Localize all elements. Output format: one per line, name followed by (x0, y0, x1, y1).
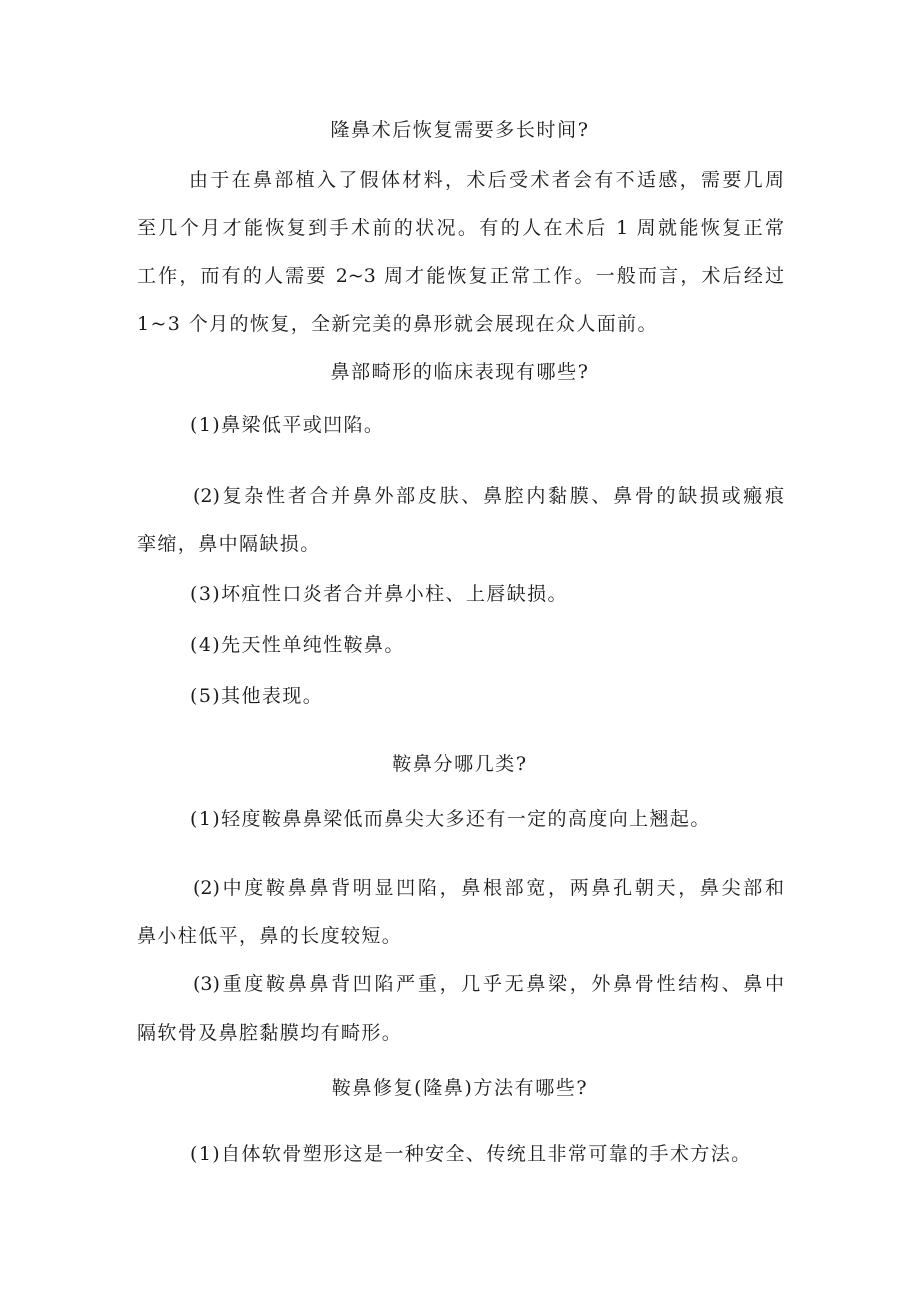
list-item-continuation: 鼻小柱低平，鼻的长度较短。 (137, 925, 403, 947)
list-item: (5)其他表现。 (190, 685, 324, 707)
list-item: (4)先天性单纯性鞍鼻。 (190, 634, 405, 656)
paragraph-line: 至几个月才能恢复到手术前的状况。有的人在术后 1 周就能恢复正常 (137, 217, 784, 239)
list-item: (1)鼻梁低平或凹陷。 (190, 414, 385, 436)
section-heading: 鞍鼻分哪几类? (392, 753, 528, 775)
list-item-continuation: 隔软骨及鼻腔黏膜均有畸形。 (137, 1022, 403, 1044)
paragraph-line: 由于在鼻部植入了假体材料，术后受术者会有不适感，需要几周 (189, 169, 784, 191)
paragraph-line: 工作，而有的人需要 2~3 周才能恢复正常工作。一般而言，术后经过 (137, 265, 784, 287)
section-heading: 鞍鼻修复(隆鼻)方法有哪些? (331, 1077, 589, 1099)
paragraph-line: 1~3 个月的恢复，全新完美的鼻形就会展现在众人面前。 (137, 313, 658, 335)
list-item: (2)中度鞍鼻鼻背明显凹陷，鼻根部宽，两鼻孔朝天，鼻尖部和 (193, 877, 784, 899)
list-item: (3)坏疽性口炎者合并鼻小柱、上唇缺损。 (190, 583, 568, 605)
list-item: (2)复杂性者合并鼻外部皮肤、鼻腔内黏膜、鼻骨的缺损或瘢痕 (193, 485, 784, 507)
list-item-continuation: 挛缩，鼻中隔缺损。 (137, 533, 321, 555)
section-heading: 鼻部畸形的临床表现有哪些? (330, 361, 590, 383)
section-heading: 隆鼻术后恢复需要多长时间? (330, 119, 590, 141)
list-item: (1)自体软骨塑形这是一种安全、传统且非常可靠的手术方法。 (190, 1143, 752, 1165)
list-item: (3)重度鞍鼻鼻背凹陷严重，几乎无鼻梁，外鼻骨性结构、鼻中 (193, 973, 784, 995)
list-item: (1)轻度鞍鼻鼻梁低而鼻尖大多还有一定的高度向上翘起。 (190, 808, 711, 830)
